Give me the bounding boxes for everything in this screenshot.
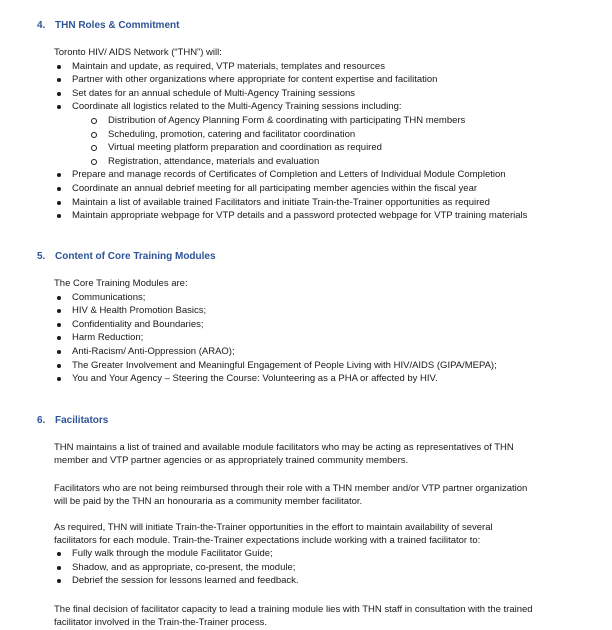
section-5-number: 5. [37, 251, 46, 262]
paragraph-line: Facilitators who are not being reimbursed through their role with a THN member and/or VTP partner organization [54, 483, 528, 494]
list-item: Fully walk through the module Facilitator Guide; [54, 547, 582, 561]
list-item: Communications; [54, 291, 582, 305]
list-item: You and Your Agency – Steering the Course: Volunteering as a PHA or affected by HIV. [54, 372, 582, 386]
list-item: Harm Reduction; [54, 331, 582, 345]
section-6-paragraph-1 [54, 441, 582, 467]
list-item: Maintain appropriate webpage for VTP details and a password protected webpage for VTP training materials [54, 209, 582, 223]
list-item: Maintain and update, as required, VTP materials, templates and resources [54, 60, 582, 74]
sub-list-item: Scheduling, promotion, catering and facilitator coordination [54, 128, 582, 142]
section-5-intro: The Core Training Modules are: [54, 278, 188, 289]
section-4-title: THN Roles & Commitment [55, 20, 180, 31]
list-item: Partner with other organizations where appropriate for content expertise and facilitation [54, 73, 582, 87]
section-5-list [54, 291, 582, 386]
paragraph-line: will be paid by the THN an honouraria as a community member facilitator. [54, 496, 363, 507]
list-item: Coordinate all logistics related to the Multi-Agency Training sessions including: [54, 100, 582, 114]
sub-list-item: Virtual meeting platform preparation and coordination as required [54, 141, 582, 155]
list-item: Maintain a list of available trained Facilitators and initiate Train-the-Trainer opportunities as required [54, 196, 582, 210]
list-item: HIV & Health Promotion Basics; [54, 304, 582, 318]
paragraph-line: As required, THN will initiate Train-the-Trainer opportunities in the effort to maintain availability of several [54, 522, 493, 533]
paragraph-line: facilitator involved in the Train-the-Trainer process. [54, 617, 267, 628]
sub-list-item: Registration, attendance, materials and evaluation [54, 155, 582, 169]
paragraph-line: facilitators for each module. Train-the-Trainer expectations include working with a trained facilitator to: [54, 535, 481, 546]
section-6-title: Facilitators [55, 415, 109, 426]
list-item: Confidentiality and Boundaries; [54, 318, 582, 332]
list-item: Prepare and manage records of Certificates of Completion and Letters of Individual Module Completion [54, 168, 582, 182]
section-5-heading [37, 251, 216, 262]
section-5-body [54, 277, 582, 386]
list-item: Debrief the session for lessons learned and feedback. [54, 574, 582, 588]
section-4-number: 4. [37, 20, 46, 31]
section-4-intro: Toronto HIV/ AIDS Network (“THN”) will: [54, 47, 222, 58]
sub-list-item: Distribution of Agency Planning Form & coordinating with participating THN members [54, 114, 582, 128]
list-item: Shadow, and as appropriate, co-present, the module; [54, 561, 582, 575]
section-4-heading [37, 20, 179, 31]
section-6-paragraph-4 [54, 603, 582, 629]
paragraph-line: THN maintains a list of trained and available module facilitators who may be acting as representatives of THN [54, 442, 514, 453]
paragraph-line: member and VTP partner agencies or as appropriately trained community members. [54, 455, 409, 466]
section-4-body [54, 46, 582, 223]
list-item: The Greater Involvement and Meaningful Engagement of People Living with HIV/AIDS (GIPA/MEPA); [54, 359, 582, 373]
section-5-title: Content of Core Training Modules [55, 251, 216, 262]
list-item: Coordinate an annual debrief meeting for all participating member agencies within the fiscal year [54, 182, 582, 196]
list-item: Set dates for an annual schedule of Multi-Agency Training sessions [54, 87, 582, 101]
section-4-list [54, 60, 582, 223]
section-6-paragraph-3 [54, 521, 582, 588]
section-6-list [54, 547, 582, 588]
paragraph-line: The final decision of facilitator capacity to lead a training module lies with THN staff in consultation with the trained [54, 604, 533, 615]
section-6-paragraph-2 [54, 482, 582, 508]
section-6-number: 6. [37, 415, 46, 426]
list-item: Anti-Racism/ Anti-Oppression (ARAO); [54, 345, 582, 359]
section-6-heading [37, 415, 108, 426]
